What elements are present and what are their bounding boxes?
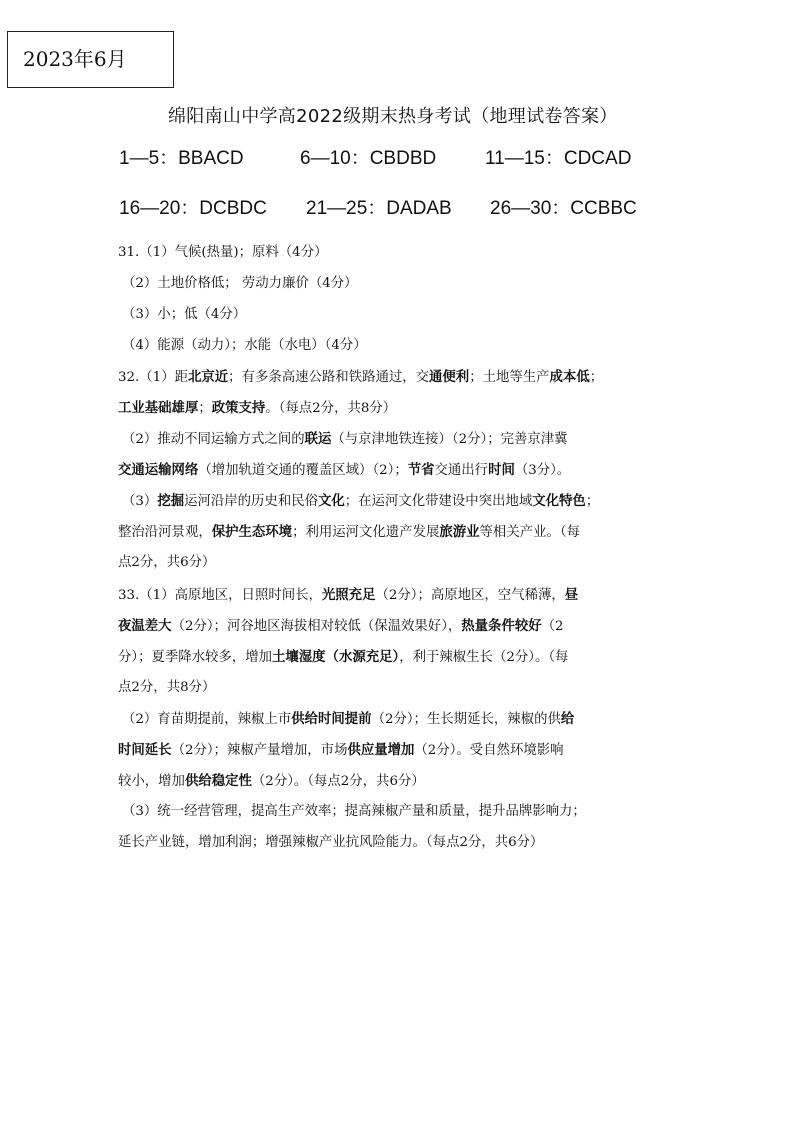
keyword: 工业基础雄厚 [118, 400, 199, 416]
keyword: 时间 [488, 462, 515, 478]
keyword: 供给时间提前 [291, 711, 372, 727]
text-segment: 32.（1）距 [118, 370, 188, 385]
q32-line-6 [118, 523, 580, 542]
q32-line-2 [118, 399, 396, 418]
q33-line-7 [118, 772, 425, 791]
text-segment: 等相关产业。（每 [479, 525, 580, 540]
text-segment: （增加轨道交通的覆盖区域）（2）； [198, 463, 408, 478]
mc-answer-11-15: 11—15：CDCAD [485, 148, 632, 169]
keyword: 热量条件较好 [461, 618, 542, 634]
q33-line-9: 延长产业链，增加利润；增强辣椒产业抗风险能力。（每点2分，共6分） [118, 835, 544, 850]
text-segment: 整治沿河景观， [118, 525, 212, 540]
q31-line-2: （2）土地价格低； 劳动力廉价（4分） [122, 276, 358, 291]
keyword: 土壤湿度（水源充足） [272, 649, 400, 665]
keyword: 旅游业 [439, 524, 480, 540]
keyword: 北京近 [188, 369, 229, 385]
text-segment: 33.（1）高原地区，日照时间长， [118, 588, 322, 603]
q32-line-7: 点2分，共6分） [118, 555, 216, 570]
keyword: 文化特色 [532, 493, 586, 509]
keyword: 交通运输网络 [118, 462, 199, 478]
text-segment: ；有多条高速公路和铁路通过，交 [228, 370, 430, 385]
keyword: 保护生态环境 [211, 524, 293, 540]
keyword: 供应量增加 [347, 742, 415, 758]
text-segment: （2分）；生长期延长，辣椒的供 [371, 712, 561, 727]
keyword: 通便利 [429, 369, 470, 385]
text-segment: ；土地等生产 [469, 370, 550, 385]
text-segment: ；在运河文化带建设中突出地域 [344, 494, 533, 509]
text-segment: （2）推动不同运输方式之间的 [122, 432, 305, 447]
q33-line-2 [118, 617, 564, 636]
text-segment: 运河沿岸的历史和民俗 [184, 494, 318, 509]
text-segment: （2 [541, 619, 564, 634]
keyword: 光照充足 [321, 587, 376, 603]
text-segment: （2分）；高原地区，空气稀薄， [375, 588, 565, 603]
keyword: 时间延长 [118, 742, 172, 758]
text-segment: 分）；夏季降水较多，增加 [118, 650, 272, 665]
q33-line-6 [118, 741, 564, 760]
q32-line-5 [122, 492, 599, 511]
keyword: 政策支持 [211, 400, 266, 416]
q32-line-3 [122, 430, 568, 449]
q31-line-1: 31.（1）气候(热量)；原料（4分） [118, 245, 328, 260]
q31-line-3: （3）小；低（4分） [122, 307, 247, 322]
text-segment: 较小，增加 [118, 774, 185, 789]
text-segment: （3） [122, 494, 158, 509]
keyword: 节省 [407, 462, 435, 478]
q33-line-4: 点2分，共8分） [118, 680, 216, 695]
text-segment: （2分）。受自然环境影响 [414, 743, 564, 758]
keyword: 夜温差大 [118, 618, 172, 634]
text-segment: （2）育苗期提前，辣椒上市 [122, 712, 292, 727]
q33-line-1 [118, 586, 578, 605]
keyword: 给 [560, 711, 575, 727]
text-segment: ； [585, 494, 600, 509]
q33-line-8: （3）统一经营管理，提高生产效率；提高辣椒产量和质量，提升品牌影响力； [122, 804, 586, 819]
text-segment: ；利用运河文化遗产发展 [292, 525, 440, 540]
keyword: 文化 [318, 493, 345, 509]
text-segment: 交通出行 [434, 463, 489, 478]
date-box [7, 31, 174, 88]
text-segment: ； [589, 370, 604, 385]
keyword: 供给稳定性 [184, 773, 252, 789]
text-segment: ，利于辣椒生长（2分）。（每 [399, 650, 569, 665]
q33-line-5 [122, 710, 574, 729]
page-title: 绵阳南山中学高2022级期末热身考试（地理试卷答案） [168, 106, 618, 127]
mc-answer-6-10: 6—10：CBDBD [300, 148, 437, 169]
mc-answer-26-30: 26—30：CCBBC [490, 198, 637, 219]
text-segment: ； [198, 401, 212, 416]
text-segment: （3分）。 [514, 463, 571, 478]
text-segment: （2分）；辣椒产量增加，市场 [171, 743, 348, 758]
keyword: 昼 [564, 587, 579, 603]
q32-line-4 [118, 461, 570, 480]
text-segment: （与京津地铁连接）（2分）；完善京津冀 [331, 432, 568, 447]
mc-answer-1-5: 1—5：BBACD [119, 148, 244, 169]
q33-line-3 [118, 648, 568, 667]
q32-line-1 [118, 368, 603, 387]
text-segment: （2分）；河谷地区海拔相对较低（保温效果好）， [171, 619, 462, 634]
mc-answer-21-25: 21—25：DADAB [306, 198, 452, 219]
exam-date: 2023年6月 [23, 47, 127, 71]
keyword: 挖掘 [157, 493, 185, 509]
text-segment: （2分）。（每点2分，共6分） [251, 774, 425, 789]
keyword: 联运 [304, 431, 332, 447]
text-segment: 。（每点2分，共8分） [265, 401, 397, 416]
keyword: 成本低 [549, 369, 590, 385]
q31-line-4: （4）能源（动力）；水能（水电）（4分） [122, 338, 367, 353]
mc-answer-16-20: 16—20：DCBDC [119, 198, 267, 219]
